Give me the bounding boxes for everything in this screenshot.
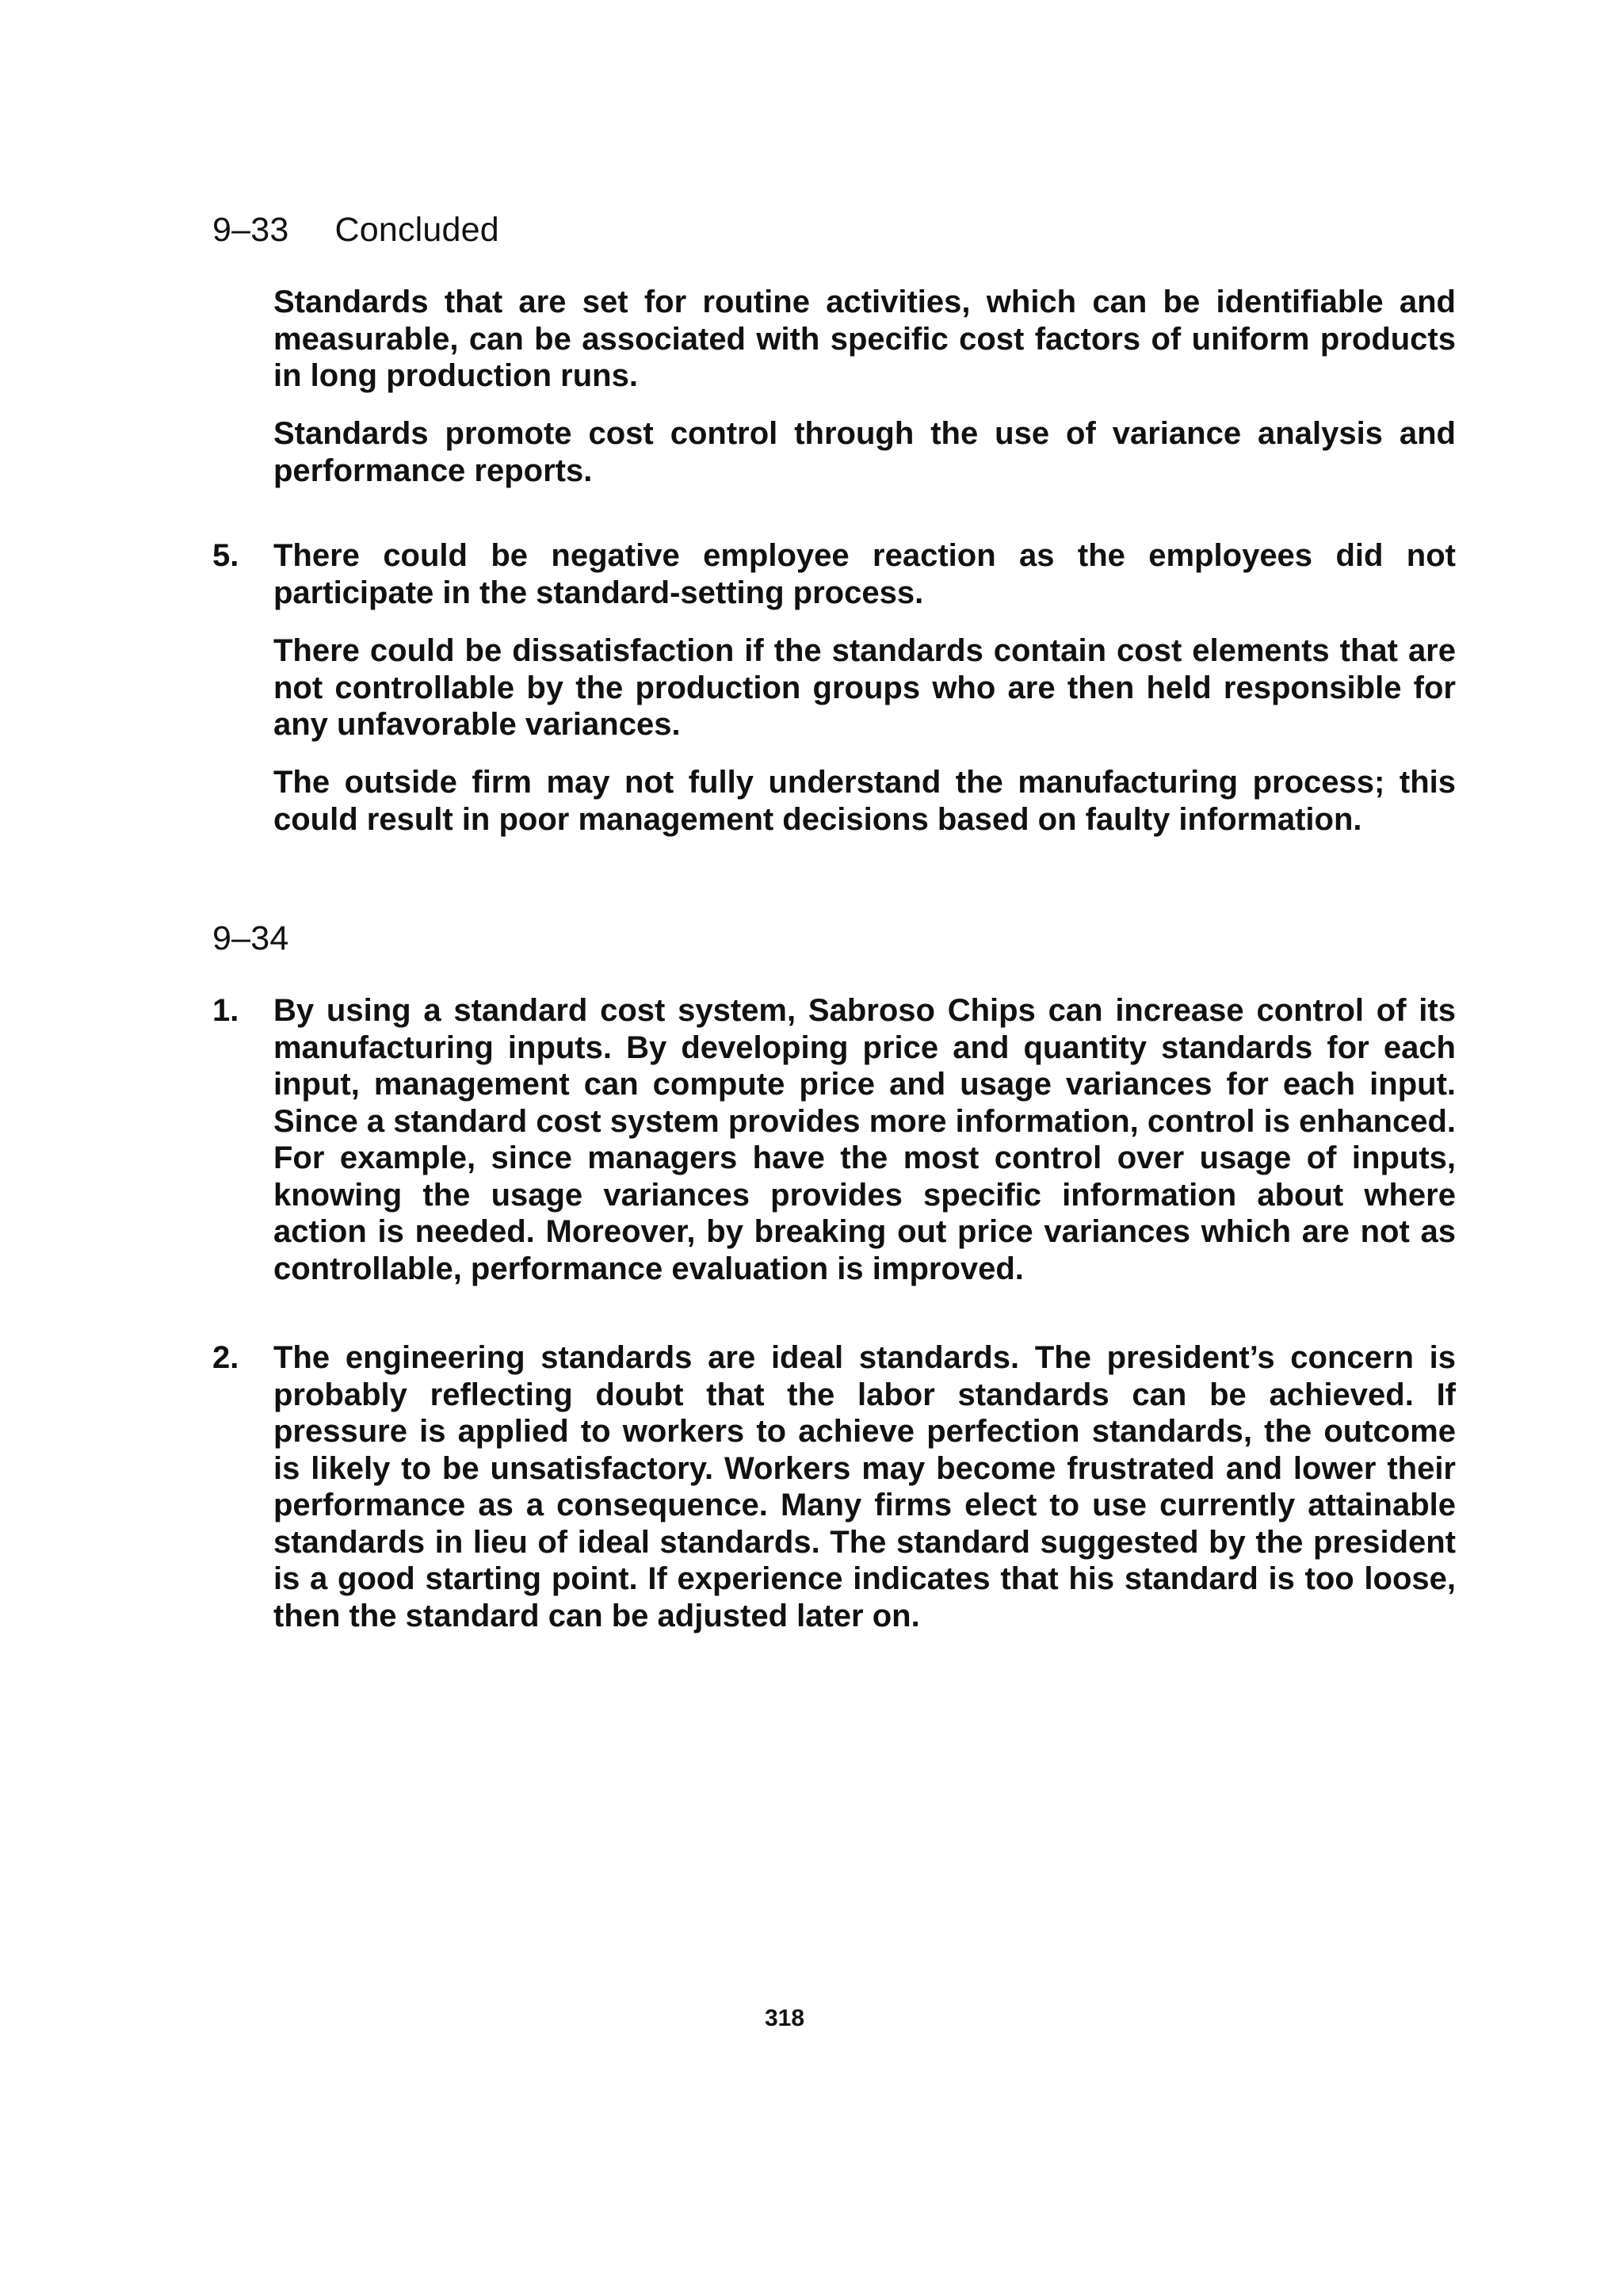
paragraph: There could be negative employee reaction as the employees did not participate in the standard-setting process. bbox=[273, 538, 1456, 610]
section-title: Concluded bbox=[334, 211, 499, 249]
page-number: 318 bbox=[764, 2005, 805, 2031]
paragraph: There could be dissatisfaction if the standards contain cost elements that are not controllable by the production groups who are then held responsible for any unfavorable variances. bbox=[273, 633, 1456, 742]
section-heading-9-34 bbox=[212, 919, 288, 958]
list-item-number: 1. bbox=[212, 993, 239, 1028]
list-item-1 bbox=[212, 992, 1456, 1287]
paragraph: The engineering standards are ideal standards. The president’s concern is probably reflecting doubt that the labor standards can be achieved. If pressure is applied to workers to achieve perfection standards, the outcome is likely to be unsatisfactory. Workers may become frustrated and lower their performance as a consequence. Many firms elect to use currently attainable standards in lieu of ideal standards. The standard suggested by the president is a good starting point. If experience indicates that his standard is too loose, then the standard can be adjusted later on. bbox=[273, 1340, 1456, 1633]
list-item-number: 2. bbox=[212, 1340, 239, 1375]
section-heading-9-33 bbox=[212, 211, 499, 250]
paragraph: By using a standard cost system, Sabroso Chips can increase control of its manufacturing inputs. By developing price and quantity standards for each input, management can compute price and usage variances for each input. Since a standard cost system provides more information, control is enhanced. For example, since managers have the most control over usage of inputs, knowing the usage variances provides specific information about where action is needed. Moreover, by breaking out price variances which are not as controllable, performance evaluation is improved. bbox=[273, 993, 1456, 1286]
list-item-5 bbox=[212, 537, 1456, 611]
paragraph: The outside firm may not fully understand the manufacturing process; this could result in poor management decisions based on faulty information. bbox=[273, 765, 1456, 837]
list-item-number: 5. bbox=[212, 538, 239, 573]
section-number: 9–34 bbox=[212, 919, 289, 957]
paragraph: Standards promote cost control through the use of variance analysis and performance reports. bbox=[273, 416, 1456, 488]
list-item-2 bbox=[212, 1339, 1456, 1634]
section-number: 9–33 bbox=[212, 211, 289, 249]
paragraph: Standards that are set for routine activities, which can be identifiable and measurable, can be associated with specific cost factors of uniform products in long production runs. bbox=[273, 285, 1456, 393]
